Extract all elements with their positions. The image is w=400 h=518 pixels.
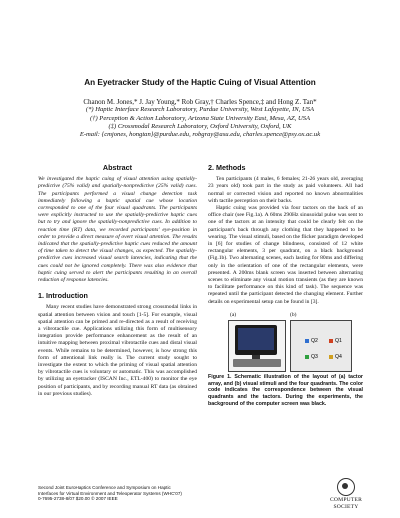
footer-line-2: Interfaces for Virtual Environment and Teleoperator Systems (WHC'07) [38, 490, 182, 496]
left-column [38, 164, 197, 398]
footer-line-3: 0-7695-2738-8/07 $20.00 © 2007 IEEE [38, 496, 118, 502]
author-line: Chanon M. Jones,* J. Jay Young,* Rob Gray,† Charles Spence,‡ and Hong Z. Tan* [83, 98, 317, 106]
quadrant-label-q4: Q4 [335, 353, 342, 360]
society-emblem-icon [337, 478, 355, 496]
author-block [20, 98, 380, 139]
logo-text-2: SOCIETY [333, 504, 359, 510]
quadrant-label-q3: Q3 [311, 353, 318, 360]
affiliation-3: (‡) Crossmodal Research Laboratory, Oxford University, Oxford, UK [108, 122, 292, 130]
quadrant-marker-q1 [329, 339, 333, 343]
tactor-array-illustration [228, 320, 286, 372]
affiliation-2: (†) Perception & Action Laboratory, Arizona State University East, Mesa, AZ, USA [89, 114, 311, 122]
visual-stimuli-illustration [290, 320, 352, 372]
conference-footer [38, 485, 288, 502]
quadrant-marker-q3 [305, 355, 309, 359]
methods-paragraph-2: Haptic cuing was provided via four tactors on the back of an office chair (see Fig.1a). A 60ms 290Hz sinusoidal pulse was sent to one of the tactors at an intensity that could be clearly felt on the participant's back through any clothing that they happened to be wearing. The visual stimuli, based on the flicker paradigm developed in [6] for studies of change blindness, consisted of 12 white rectangular elements, 3 per quadrant, on a black background (Fig.1b). Two alternating scenes, each lasting for 80ms and differing only in the orientation of one of the rectangular elements, were presented. A 200ms blank screen was inserted between alternating scenes to eliminate any visual motion transients (as they are known to facilitate performance on this kind of task). The sequence was repeated until the participant detected the changing element. Further details on experimental setup can be found in [3]. [208, 205, 363, 305]
abstract-text: We investigated the haptic cuing of visual attention using spatially-predictive (75% valid) and spatially-nonpredictive (25% valid) cues. The participants performed a visual change detection task immediately following a haptic spatial cue whose location corresponded to one of the four visual quadrants. The participants were explicitly instructed to use the spatially-predictive haptic cues but to try and ignore the spatially-nonpredictive cues. In addition to reaction time (RT) data, we recorded participants' eye-position in order to provide a direct measure of overt visual attention. The results indicated that the spatially-predictive haptic cues reduced the amount of time taken to detect the visual changes, as expected. The spatially-predictive cues increased visual search latencies, indicating that the cues could not be ignored completely. There was also evidence that haptic cuing served to alert the participants resulting in an overall reduction of response latencies. [38, 176, 197, 284]
logo-text-1: COMPUTER [329, 497, 363, 503]
methods-paragraph-1: Ten participants (4 males, 6 females; 21-26 years old, averaging 23 years old) took part in the study as paid volunteers. All had normal or corrected vision and reported no known abnormalities with tactile perception on their backs. [208, 176, 363, 204]
footer-line-1: Second Joint EuroHaptics Conference and Symposium on Haptic [38, 485, 171, 490]
author-email: E-mail: {cmjones, hongtan}@purdue.edu, robgray@asu.edu, charles.spence@psy.ox.ac.uk [79, 131, 321, 139]
introduction-heading: 1. Introduction [38, 291, 88, 301]
affiliation-1: (*) Haptic Interface Research Laboratory, Purdue University, West Lafayette, IN, USA [85, 106, 315, 114]
quadrant-marker-q4 [329, 355, 333, 359]
quadrant-marker-q2 [305, 339, 309, 343]
chair-base [233, 359, 281, 367]
figure-1 [208, 310, 363, 406]
monitor-icon [235, 325, 277, 355]
computer-society-logo [324, 478, 368, 512]
introduction-text: Many recent studies have demonstrated strong crossmodal links in spatial attention between vision and touch [1-5]. For example, visual spatial attention can be primed and re-directed as a result of receiving a vibrotactile cue. Applications utilizing this form of multisensory integration provide performance enhancement as the result of an intuitive mapping between proximal vibrotactile cues and distal visual events. While remains to be determined, however, is how strong this form of attentional link really is. The current study sought to investigate the extent to which the priming of visual spatial attention by vibrotactile cues is voluntary or automatic. This was accomplished by utilizing an eyetracker (ISCAN Inc., ETL-400) to monitor the eye position of participants, and by recording manual RT data (as obtained in our previous studies). [38, 304, 197, 397]
figure-label-b: (b) [290, 311, 297, 318]
abstract-heading: Abstract [102, 163, 133, 172]
figure-caption: Figure 1. Schematic illustration of the layout of (a) tactor array, and (b) visual stimuli and the four quadrants. The color code indicates the correspondence between the visual quadrants and the tactors. During the experiments, the background of the computer screen was black. [208, 373, 363, 407]
quadrant-label-q1: Q1 [335, 337, 342, 344]
quadrant-label-q2: Q2 [311, 337, 318, 344]
monitor-screen [238, 328, 274, 350]
methods-heading: 2. Methods [208, 163, 246, 172]
figure-label-a: (a) [230, 311, 237, 318]
paper-title: An Eyetracker Study of the Haptic Cuing of Visual Attention [84, 78, 316, 87]
right-column [208, 164, 363, 406]
